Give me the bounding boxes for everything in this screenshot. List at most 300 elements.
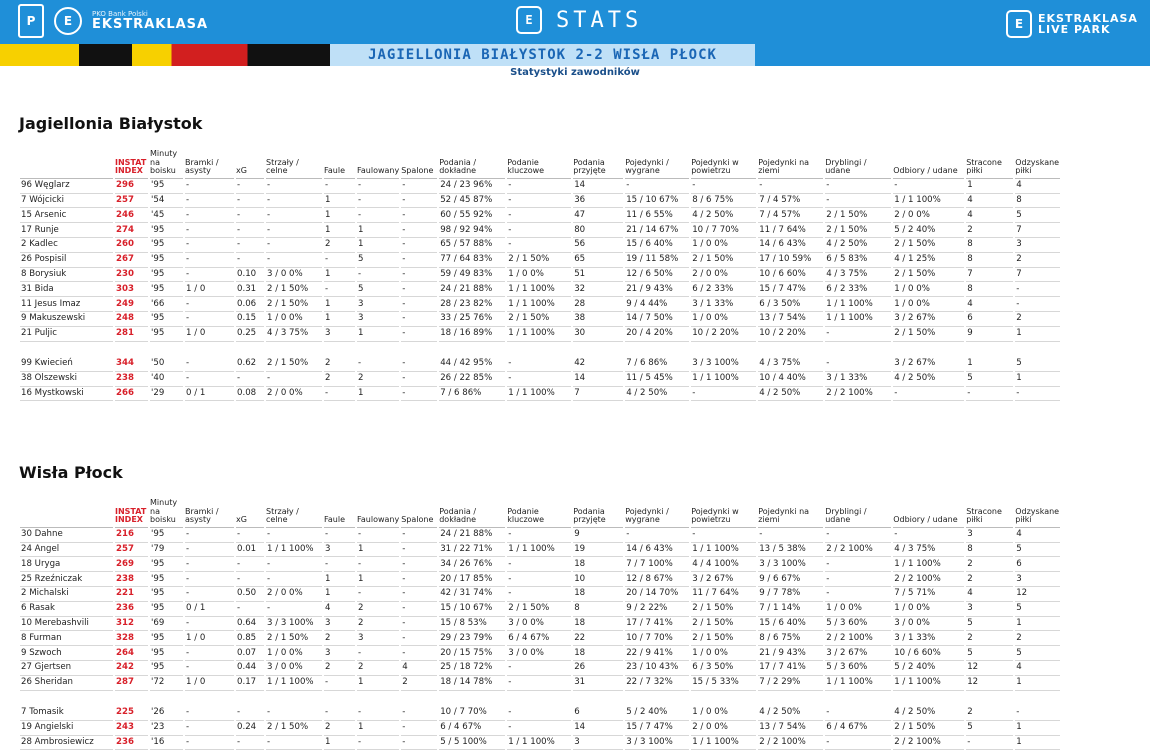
minutes-cell: '95 [150,661,183,676]
xg-cell: - [236,372,264,387]
passes-cell: 25 / 18 72% [439,661,505,676]
xg-col-header: xG [236,499,264,528]
offsides-col-header: Spalone [401,150,437,179]
aerial-duels-cell: 3 / 3 100% [691,357,756,372]
goals-assists-cell: - [185,557,234,572]
duels-cell: 7 / 7 100% [625,557,689,572]
received-passes-cell: 56 [573,238,623,253]
goals-assists-col-header: Bramki / asysty [185,150,234,179]
dribbles-cell: 1 / 0 0% [825,602,891,617]
ground-duels-cell: 7 / 2 29% [758,676,823,691]
offsides-cell: - [401,268,437,283]
offsides-cell: - [401,372,437,387]
player-cell: 8 Furman [20,631,113,646]
passes-col-header: Podania / dokładne [439,150,505,179]
lost-balls-col-header: Stracone piłki [966,499,1013,528]
lost-balls-cell: 4 [966,194,1013,209]
instat-index-cell: 221 [115,587,148,602]
aerial-duels-cell: 6 / 3 50% [691,661,756,676]
player-row [20,327,1060,342]
xg-cell: 0.64 [236,617,264,632]
tackles-cell: 2 / 1 50% [893,238,964,253]
fouls-cell: 2 [324,721,355,736]
recovered-balls-cell: 3 [1015,572,1060,587]
fouls-cell: 1 [324,587,355,602]
e-stats-icon: E [516,6,542,34]
tackles-cell: 2 / 0 0% [893,208,964,223]
lost-balls-cell: 1 [966,179,1013,194]
shots-cell: - [266,736,322,751]
tackles-cell: 2 / 1 50% [893,268,964,283]
received-passes-col-header: Podania przyjęte [573,150,623,179]
offsides-cell: - [401,238,437,253]
minutes-cell: '95 [150,312,183,327]
player-row [20,179,1060,194]
ground-duels-cell: 10 / 2 20% [758,327,823,342]
recovered-balls-cell: 7 [1015,223,1060,238]
recovered-balls-cell: - [1015,387,1060,402]
key-passes-cell: 1 / 1 100% [507,387,571,402]
player-row [20,282,1060,297]
minutes-cell: '95 [150,631,183,646]
ground-duels-cell: 4 / 2 50% [758,387,823,402]
key-passes-cell: - [507,372,571,387]
offsides-col-header: Spalone [401,499,437,528]
goals-assists-cell: - [185,661,234,676]
dribbles-cell: 6 / 2 33% [825,282,891,297]
minutes-cell: '95 [150,646,183,661]
lost-balls-cell: 8 [966,543,1013,558]
passes-cell: 18 / 14 78% [439,676,505,691]
duels-cell: 23 / 10 43% [625,661,689,676]
key-passes-cell: - [507,661,571,676]
passes-cell: 24 / 21 88% [439,282,505,297]
tackles-cell: 1 / 1 100% [893,676,964,691]
logo-large-text: EKSTRAKLASA [92,17,209,32]
fouls-cell: - [324,557,355,572]
xg-cell: - [236,528,264,543]
tackles-cell: 5 / 2 40% [893,661,964,676]
instat-index-cell: 236 [115,736,148,751]
received-passes-col-header: Podania przyjęte [573,499,623,528]
passes-cell: 24 / 21 88% [439,528,505,543]
dribbles-col-header: Dryblingi / udane [825,150,891,179]
player-cell: 99 Kwiecień [20,357,113,372]
recovered-balls-cell: 5 [1015,543,1060,558]
dribbles-cell: 2 / 1 50% [825,223,891,238]
lost-balls-col-header: Stracone piłki [966,150,1013,179]
aerial-duels-cell: 2 / 1 50% [691,617,756,632]
aerial-duels-cell: 4 / 4 100% [691,557,756,572]
recovered-balls-cell: 1 [1015,676,1060,691]
lost-balls-cell: 2 [966,572,1013,587]
instat-index-cell: 266 [115,387,148,402]
header-row [20,499,1060,528]
minutes-cell: '95 [150,268,183,283]
dribbles-cell: 2 / 2 100% [825,631,891,646]
stats-table-home [18,150,1062,401]
player-row [20,631,1060,646]
fouled-col-header: Faulowany [357,499,399,528]
offsides-cell: - [401,327,437,342]
recovered-balls-cell: - [1015,297,1060,312]
key-passes-cell: - [507,557,571,572]
lost-balls-cell: 5 [966,646,1013,661]
instat-index-cell: 260 [115,238,148,253]
dribbles-cell: 6 / 5 83% [825,253,891,268]
fouled-cell: 3 [357,631,399,646]
passes-cell: 6 / 4 67% [439,721,505,736]
live-park-line2: LIVE PARK [1038,23,1111,36]
shots-cell: 2 / 1 50% [266,721,322,736]
row-spacer [20,342,1060,357]
instat-index-cell: 328 [115,631,148,646]
ground-duels-cell: 10 / 6 60% [758,268,823,283]
tackles-cell: 1 / 0 0% [893,602,964,617]
key-passes-cell: 6 / 4 67% [507,631,571,646]
ground-duels-cell: 2 / 2 100% [758,736,823,751]
goals-assists-cell: - [185,208,234,223]
ground-duels-cell: 9 / 7 78% [758,587,823,602]
fouled-cell: 3 [357,312,399,327]
instat-index-cell: 281 [115,327,148,342]
fouls-cell: 1 [324,736,355,751]
goals-assists-cell: 0 / 1 [185,602,234,617]
ground-duels-cell: 8 / 6 75% [758,631,823,646]
row-spacer [20,691,1060,706]
instat-index-cell: 312 [115,617,148,632]
aerial-duels-cell: 1 / 1 100% [691,543,756,558]
received-passes-cell: 8 [573,602,623,617]
passes-cell: 24 / 23 96% [439,179,505,194]
fouls-cell: 1 [324,223,355,238]
ground-duels-cell: - [758,179,823,194]
fouled-cell: - [357,208,399,223]
tackles-cell: 3 / 0 0% [893,617,964,632]
fouls-cell: - [324,253,355,268]
passes-cell: 7 / 6 86% [439,387,505,402]
shots-cell: 1 / 1 100% [266,543,322,558]
tackles-cell: 3 / 1 33% [893,631,964,646]
player-row [20,223,1060,238]
aerial-duels-cell: 1 / 0 0% [691,646,756,661]
shots-col-header: Strzały / celne [266,150,322,179]
minutes-cell: '40 [150,372,183,387]
passes-cell: 31 / 22 71% [439,543,505,558]
fouled-cell: 1 [357,327,399,342]
dribbles-cell: - [825,572,891,587]
offsides-cell: 2 [401,676,437,691]
xg-cell: - [236,706,264,721]
player-row [20,602,1060,617]
duels-cell: - [625,179,689,194]
goals-assists-cell: - [185,706,234,721]
dribbles-cell: 4 / 3 75% [825,268,891,283]
shots-cell: - [266,238,322,253]
duels-cell: 17 / 7 41% [625,617,689,632]
aerial-duels-cell: 10 / 2 20% [691,327,756,342]
duels-cell: 15 / 10 67% [625,194,689,209]
offsides-cell: - [401,179,437,194]
tackles-cell: 10 / 6 60% [893,646,964,661]
header-banner [0,0,1150,66]
ground-duels-cell: 14 / 6 43% [758,238,823,253]
fouls-cell: 1 [324,194,355,209]
tackles-cell: 3 / 2 67% [893,312,964,327]
recovered-balls-cell: 8 [1015,194,1060,209]
duels-cell: 21 / 14 67% [625,223,689,238]
tackles-cell: 2 / 2 100% [893,736,964,751]
dribbles-cell: 1 / 1 100% [825,676,891,691]
ground-duels-cell: 7 / 4 57% [758,208,823,223]
goals-assists-cell: - [185,617,234,632]
xg-cell: - [236,253,264,268]
passes-cell: 20 / 17 85% [439,572,505,587]
fouls-cell: 3 [324,646,355,661]
goals-assists-cell: - [185,194,234,209]
duels-col-header: Pojedynki / wygrane [625,499,689,528]
fouled-cell: 1 [357,572,399,587]
instat-index-cell: 230 [115,268,148,283]
shots-cell: - [266,223,322,238]
received-passes-cell: 14 [573,179,623,194]
goals-assists-cell: - [185,357,234,372]
passes-cell: 77 / 64 83% [439,253,505,268]
minutes-cell: '95 [150,602,183,617]
received-passes-cell: 9 [573,528,623,543]
received-passes-cell: 31 [573,676,623,691]
offsides-cell: - [401,543,437,558]
dribbles-cell: 1 / 1 100% [825,297,891,312]
lost-balls-cell: 8 [966,282,1013,297]
aerial-duels-cell: 2 / 1 50% [691,602,756,617]
offsides-cell: - [401,721,437,736]
shots-cell: 1 / 0 0% [266,646,322,661]
fouls-cell: 1 [324,268,355,283]
lost-balls-cell: 9 [966,327,1013,342]
recovered-balls-cell: 1 [1015,736,1060,751]
ground-duels-cell: 4 / 3 75% [758,357,823,372]
fouled-cell: 5 [357,282,399,297]
ground-duels-cell: 15 / 7 47% [758,282,823,297]
offsides-cell: - [401,357,437,372]
xg-cell: - [236,557,264,572]
player-row [20,587,1060,602]
player-row [20,268,1060,283]
tackles-cell: 1 / 0 0% [893,282,964,297]
minutes-cell: '45 [150,208,183,223]
player-cell: 7 Wójcicki [20,194,113,209]
instat-index-cell: 225 [115,706,148,721]
player-row [20,253,1060,268]
recovered-balls-cell: 4 [1015,179,1060,194]
ground-duels-cell: 13 / 7 54% [758,721,823,736]
passes-cell: 10 / 7 70% [439,706,505,721]
key-passes-cell: 3 / 0 0% [507,646,571,661]
minutes-cell: '50 [150,357,183,372]
fouls-cell: 2 [324,661,355,676]
aerial-duels-cell: 11 / 7 64% [691,587,756,602]
key-passes-cell: - [507,706,571,721]
recovered-balls-cell: 5 [1015,602,1060,617]
tackles-cell: 3 / 2 67% [893,357,964,372]
aerial-duels-cell: 1 / 1 100% [691,736,756,751]
offsides-cell: - [401,282,437,297]
instat-index-cell: 296 [115,179,148,194]
lost-balls-cell: 8 [966,238,1013,253]
dribbles-cell: - [825,736,891,751]
passes-cell: 42 / 31 74% [439,587,505,602]
duels-cell: 20 / 14 70% [625,587,689,602]
recovered-balls-cell: 1 [1015,372,1060,387]
instat-index-cell: 257 [115,194,148,209]
duels-col-header: Pojedynki / wygrane [625,150,689,179]
aerial-duels-col-header: Pojedynki w powietrzu [691,499,756,528]
offsides-cell: - [401,208,437,223]
received-passes-cell: 18 [573,557,623,572]
xg-cell: 0.50 [236,587,264,602]
goals-assists-cell: - [185,528,234,543]
instat-index-cell: 243 [115,721,148,736]
shots-cell: 2 / 1 50% [266,297,322,312]
xg-cell: 0.01 [236,543,264,558]
minutes-cell: '95 [150,238,183,253]
ground-duels-cell: 13 / 5 38% [758,543,823,558]
aerial-duels-cell: 6 / 2 33% [691,282,756,297]
ekstraklasa-logo [18,4,208,38]
player-row [20,372,1060,387]
player-row [20,661,1060,676]
tackles-cell: 7 / 5 71% [893,587,964,602]
player-cell: 17 Runje [20,223,113,238]
fouls-cell: 1 [324,297,355,312]
passes-cell: 65 / 57 88% [439,238,505,253]
instat-index-cell: 269 [115,557,148,572]
dribbles-cell: 2 / 2 100% [825,387,891,402]
tackles-cell: 5 / 2 40% [893,223,964,238]
team-title-away: Wisła Płock [19,463,123,482]
offsides-cell: - [401,706,437,721]
player-cell: 26 Sheridan [20,676,113,691]
recovered-balls-cell: 1 [1015,617,1060,632]
recovered-balls-cell: 4 [1015,528,1060,543]
ground-duels-cell: 10 / 4 40% [758,372,823,387]
key-passes-cell: 1 / 1 100% [507,543,571,558]
xg-col-header: xG [236,150,264,179]
minutes-cell: '95 [150,572,183,587]
lost-balls-cell: 1 [966,357,1013,372]
received-passes-cell: 18 [573,587,623,602]
lost-balls-cell: 7 [966,268,1013,283]
minutes-cell: '66 [150,297,183,312]
offsides-cell: - [401,223,437,238]
duels-cell: - [625,528,689,543]
fouls-col-header: Faule [324,499,355,528]
received-passes-cell: 38 [573,312,623,327]
fouls-cell: 2 [324,372,355,387]
lost-balls-cell: 5 [966,372,1013,387]
minutes-cell: '95 [150,528,183,543]
player-cell: 2 Kadlec [20,238,113,253]
tackles-cell: - [893,528,964,543]
recovered-balls-cell: 2 [1015,312,1060,327]
passes-cell: 29 / 23 79% [439,631,505,646]
fouls-cell: 1 [324,312,355,327]
key-passes-cell: 2 / 1 50% [507,312,571,327]
fouls-cell: - [324,179,355,194]
goals-assists-cell: 1 / 0 [185,327,234,342]
logo-small-text: PKO Bank Polski [92,10,148,18]
fouled-cell: - [357,646,399,661]
xg-cell: - [236,602,264,617]
duels-cell: 11 / 6 55% [625,208,689,223]
shots-cell: - [266,372,322,387]
offsides-cell: - [401,194,437,209]
recovered-balls-cell: 7 [1015,268,1060,283]
goals-assists-cell: 1 / 0 [185,282,234,297]
key-passes-cell: 1 / 1 100% [507,282,571,297]
passes-cell: 59 / 49 83% [439,268,505,283]
minutes-cell: '95 [150,253,183,268]
duels-cell: 20 / 4 20% [625,327,689,342]
shots-cell: 1 / 1 100% [266,676,322,691]
ground-duels-cell: 13 / 7 54% [758,312,823,327]
dribbles-cell: - [825,194,891,209]
player-cell: 28 Ambrosiewicz [20,736,113,751]
recovered-balls-cell: 2 [1015,253,1060,268]
tackles-cell: 4 / 2 50% [893,706,964,721]
received-passes-cell: 30 [573,327,623,342]
recovered-balls-cell: 1 [1015,721,1060,736]
minutes-cell: '69 [150,617,183,632]
shots-cell: 1 / 0 0% [266,312,322,327]
key-passes-cell: - [507,238,571,253]
ground-duels-cell: - [758,528,823,543]
xg-cell: - [236,208,264,223]
goals-assists-cell: - [185,312,234,327]
fouls-cell: 2 [324,238,355,253]
received-passes-cell: 10 [573,572,623,587]
fouls-cell: 2 [324,631,355,646]
offsides-cell: - [401,631,437,646]
instat-index-cell: 238 [115,572,148,587]
tackles-cell: - [893,387,964,402]
dribbles-cell: 5 / 3 60% [825,661,891,676]
lost-balls-cell: 12 [966,676,1013,691]
passes-cell: 44 / 42 95% [439,357,505,372]
fouled-cell: 1 [357,676,399,691]
aerial-duels-cell: 3 / 1 33% [691,297,756,312]
offsides-cell: - [401,646,437,661]
instat-index-cell: 248 [115,312,148,327]
shots-cell: - [266,557,322,572]
fouled-cell: 1 [357,238,399,253]
offsides-cell: - [401,387,437,402]
tackles-cell: 2 / 1 50% [893,327,964,342]
dribbles-cell: 4 / 2 50% [825,238,891,253]
stats-title: STATS [556,7,643,33]
player-cell: 11 Jesus Imaz [20,297,113,312]
ground-duels-cell: 7 / 4 57% [758,194,823,209]
goals-assists-cell: 1 / 0 [185,631,234,646]
xg-cell: 0.07 [236,646,264,661]
fouls-cell: - [324,676,355,691]
player-row [20,543,1060,558]
tackles-cell: 2 / 2 100% [893,572,964,587]
key-passes-cell: 1 / 1 100% [507,327,571,342]
key-passes-cell: - [507,528,571,543]
player-cell: 16 Mystkowski [20,387,113,402]
